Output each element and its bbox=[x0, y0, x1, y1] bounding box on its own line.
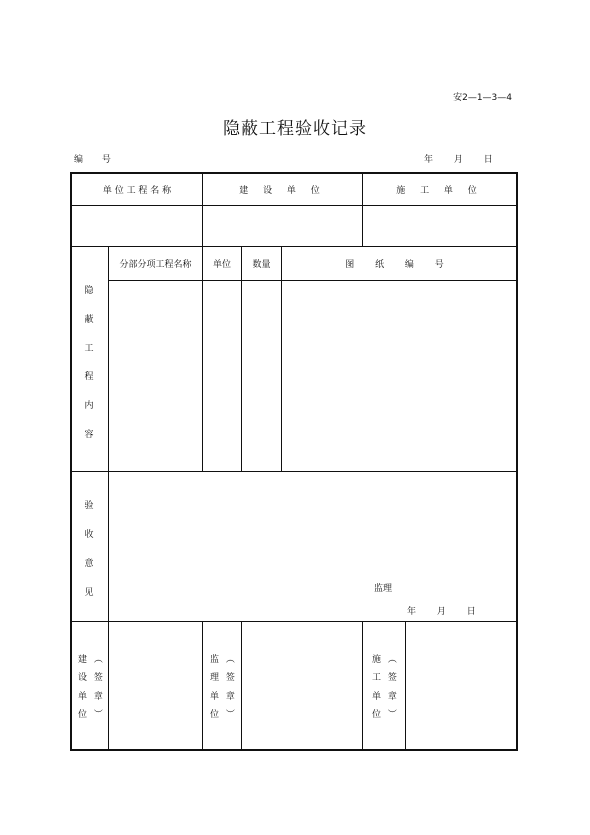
serial-number-label: 编 号 bbox=[74, 155, 119, 165]
contractor-unit-value[interactable] bbox=[364, 207, 515, 245]
builder-signature-area[interactable] bbox=[110, 623, 201, 748]
drawing-number-input[interactable] bbox=[283, 282, 515, 470]
quantity-input[interactable] bbox=[243, 282, 280, 470]
builder-unit-header: 建 设 单 位 bbox=[239, 186, 326, 196]
unit-header: 单位 bbox=[212, 260, 231, 270]
quantity-header: 数量 bbox=[252, 260, 271, 270]
date-label: 年 月 日 bbox=[424, 155, 502, 165]
page-title: 隐蔽工程验收记录 bbox=[223, 119, 367, 139]
unit-input[interactable] bbox=[204, 282, 240, 470]
contractor-signature-area[interactable] bbox=[407, 623, 515, 748]
sub-project-name-input[interactable] bbox=[110, 282, 201, 470]
acceptance-opinion-input[interactable] bbox=[110, 473, 515, 620]
supervisor-signature-area[interactable] bbox=[243, 623, 361, 748]
acceptance-date-label: 年 月 日 bbox=[407, 607, 485, 617]
contractor-unit-header: 施 工 单 位 bbox=[396, 186, 483, 196]
drawing-number-header: 图 纸 编 号 bbox=[345, 260, 453, 270]
unit-project-name-value[interactable] bbox=[72, 207, 201, 245]
supervisor-label: 监理 bbox=[374, 584, 393, 594]
unit-project-name-header: 单 位 工 程 名 称 bbox=[102, 186, 172, 196]
form-code: 安2—1—3—4 bbox=[453, 93, 512, 103]
sub-project-name-header: 分部分项工程名称 bbox=[119, 260, 192, 270]
builder-unit-value[interactable] bbox=[204, 207, 361, 245]
